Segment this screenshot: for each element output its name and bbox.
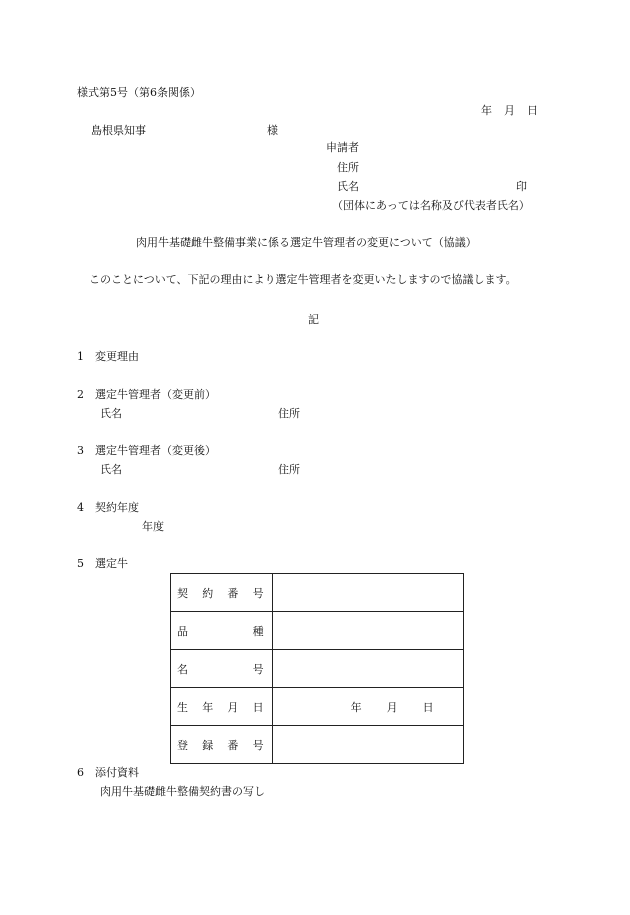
registration-number-label: 登 録 番 号: [171, 726, 273, 764]
item-5-number: 5: [77, 557, 84, 570]
item-1-label: 変更理由: [95, 350, 139, 363]
item-6-number: 6: [77, 766, 84, 779]
table-row: [171, 612, 464, 650]
table-row: [171, 574, 464, 612]
breed-value[interactable]: [272, 612, 463, 650]
date-header-month: 月: [504, 104, 515, 117]
applicant-seal: 印: [516, 180, 527, 193]
applicant-note: （団体にあっては名称及び代表者氏名）: [332, 199, 530, 212]
ki-heading: 記: [308, 313, 319, 326]
date-header-year: 年: [481, 104, 492, 117]
table-row: [171, 650, 464, 688]
applicant-name-label: 氏名: [337, 180, 359, 193]
registration-number-value[interactable]: [272, 726, 463, 764]
form-number: 様式第5号（第6条関係）: [77, 86, 201, 99]
addressee-name: 島根県知事: [91, 124, 146, 137]
birth-date-year: 年: [350, 701, 362, 714]
birth-date-label: 生 年 月 日: [171, 688, 273, 726]
item-2-number: 2: [77, 388, 84, 401]
item-6-content: 肉用牛基礎雌牛整備契約書の写し: [100, 785, 265, 798]
item-3-address-label: 住所: [278, 463, 300, 476]
birth-date-month: 月: [386, 701, 398, 714]
breed-label: 品 種: [171, 612, 273, 650]
item-5-label: 選定牛: [95, 557, 128, 570]
contract-number-label: 契 約 番 号: [171, 574, 273, 612]
birth-date-day: 日: [422, 701, 434, 714]
item-2-name-label: 氏名: [100, 407, 122, 420]
item-6-label: 添付資料: [95, 766, 139, 779]
birth-date-value[interactable]: [272, 688, 463, 726]
addressee-honorific: 様: [267, 124, 278, 137]
applicant-address-label: 住所: [337, 161, 359, 174]
date-header-day: 日: [527, 104, 538, 117]
item-3-number: 3: [77, 444, 84, 457]
item-2-address-label: 住所: [278, 407, 300, 420]
body-text: このことについて、下記の理由により選定牛管理者を変更いたしますので協議します。: [89, 273, 517, 286]
item-4-number: 4: [77, 501, 84, 514]
item-3-label: 選定牛管理者（変更後）: [95, 444, 216, 457]
cattle-name-label: 名 号: [171, 650, 273, 688]
item-3-name-label: 氏名: [100, 463, 122, 476]
item-4-label: 契約年度: [95, 501, 139, 514]
cattle-name-value[interactable]: [272, 650, 463, 688]
applicant-title: 申請者: [326, 141, 359, 154]
contract-number-value[interactable]: [272, 574, 463, 612]
item-2-label: 選定牛管理者（変更前）: [95, 388, 216, 401]
table-row: [171, 688, 464, 726]
document-title: 肉用牛基礎雌牛整備事業に係る選定牛管理者の変更について（協議）: [136, 236, 477, 249]
cattle-table: [170, 573, 464, 764]
item-4-year-suffix: 年度: [142, 520, 164, 533]
item-1-number: 1: [77, 350, 84, 363]
table-row: [171, 726, 464, 764]
